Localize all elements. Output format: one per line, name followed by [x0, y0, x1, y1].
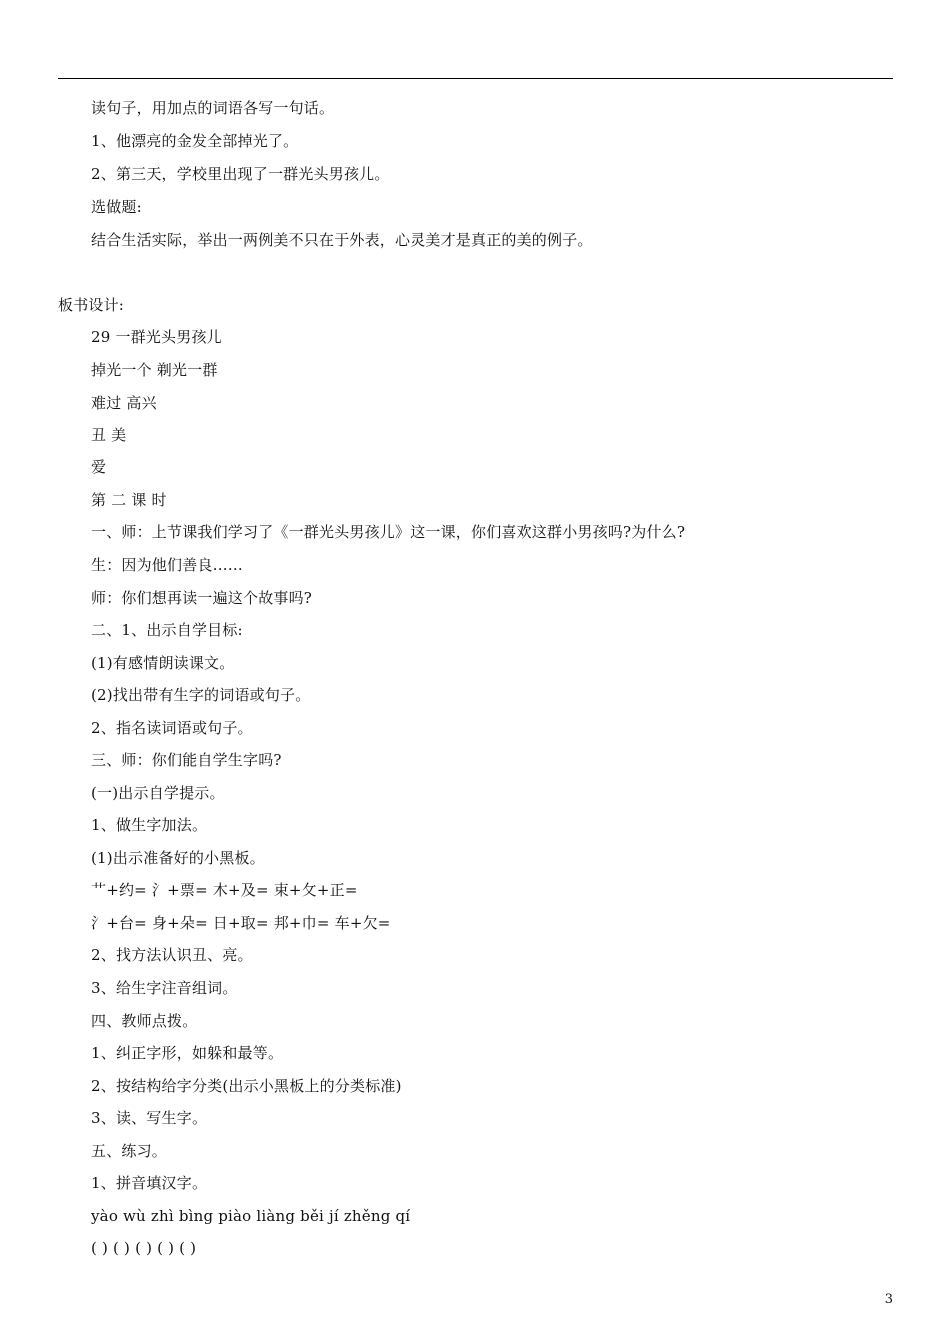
text-line: 2、指名读词语或句子。 — [91, 719, 253, 737]
header-rule — [58, 78, 893, 79]
text-line: 3、读、写生字。 — [91, 1109, 208, 1127]
text-line: 生：因为他们善良…… — [91, 556, 244, 574]
text-line: 2、第三天，学校里出现了一群光头男孩儿。 — [91, 165, 390, 183]
text-line: 三、师：你们能自学生字吗? — [91, 751, 282, 769]
text-line: 结合生活实际，举出一两例美不只在于外表，心灵美才是真正的美的例子。 — [91, 231, 593, 249]
text-line: 2、找方法认识丑、亮。 — [91, 946, 253, 964]
text-line: 二、1、出示自学目标: — [91, 621, 243, 639]
blank-brackets-line: ( ) ( ) ( ) ( ) ( ) — [91, 1239, 197, 1257]
text-line: 氵+台= 身+朵= 日+取= 邦+巾= 车+欠= — [91, 914, 391, 932]
text-line: 第 二 课 时 — [91, 491, 167, 509]
text-line: 师：你们想再读一遍这个故事吗? — [91, 589, 313, 607]
text-line: 五、练习。 — [91, 1142, 168, 1160]
text-line: 29 一群光头男孩儿 — [91, 328, 222, 346]
text-line: 四、教师点拨。 — [91, 1012, 198, 1030]
text-line: 1、他漂亮的金发全部掉光了。 — [91, 132, 299, 150]
text-line: 读句子，用加点的词语各写一句话。 — [91, 99, 335, 117]
text-line: 选做题: — [91, 198, 142, 216]
text-line: 2、按结构给字分类(出示小黑板上的分类标准) — [91, 1077, 402, 1095]
pinyin-line: yào wù zhì bìng piào liàng běi jí zhěng qí — [91, 1207, 411, 1225]
text-line: 艹+约= 氵+票= 木+及= 束+攵+正= — [91, 881, 358, 899]
text-line: 爱 — [91, 458, 107, 476]
page-number: 3 — [884, 1292, 893, 1307]
text-line: (2)找出带有生字的词语或句子。 — [91, 686, 311, 704]
section-heading: 板书设计: — [58, 296, 125, 314]
text-line: 1、拼音填汉字。 — [91, 1174, 208, 1192]
text-line: 1、做生字加法。 — [91, 816, 208, 834]
text-line: 1、纠正字形，如躲和最等。 — [91, 1044, 284, 1062]
text-line: 掉光一个 剃光一群 — [91, 361, 218, 379]
text-line: 丑 美 — [91, 426, 127, 444]
text-line: (1)有感情朗读课文。 — [91, 654, 235, 672]
text-line: 3、给生字注音组词。 — [91, 979, 238, 997]
text-line: 难过 高兴 — [91, 394, 157, 412]
text-line: (一)出示自学提示。 — [91, 784, 225, 802]
text-line: 一、师：上节课我们学习了《一群光头男孩儿》这一课，你们喜欢这群小男孩吗?为什么? — [91, 523, 686, 541]
text-line: (1)出示准备好的小黑板。 — [91, 849, 265, 867]
